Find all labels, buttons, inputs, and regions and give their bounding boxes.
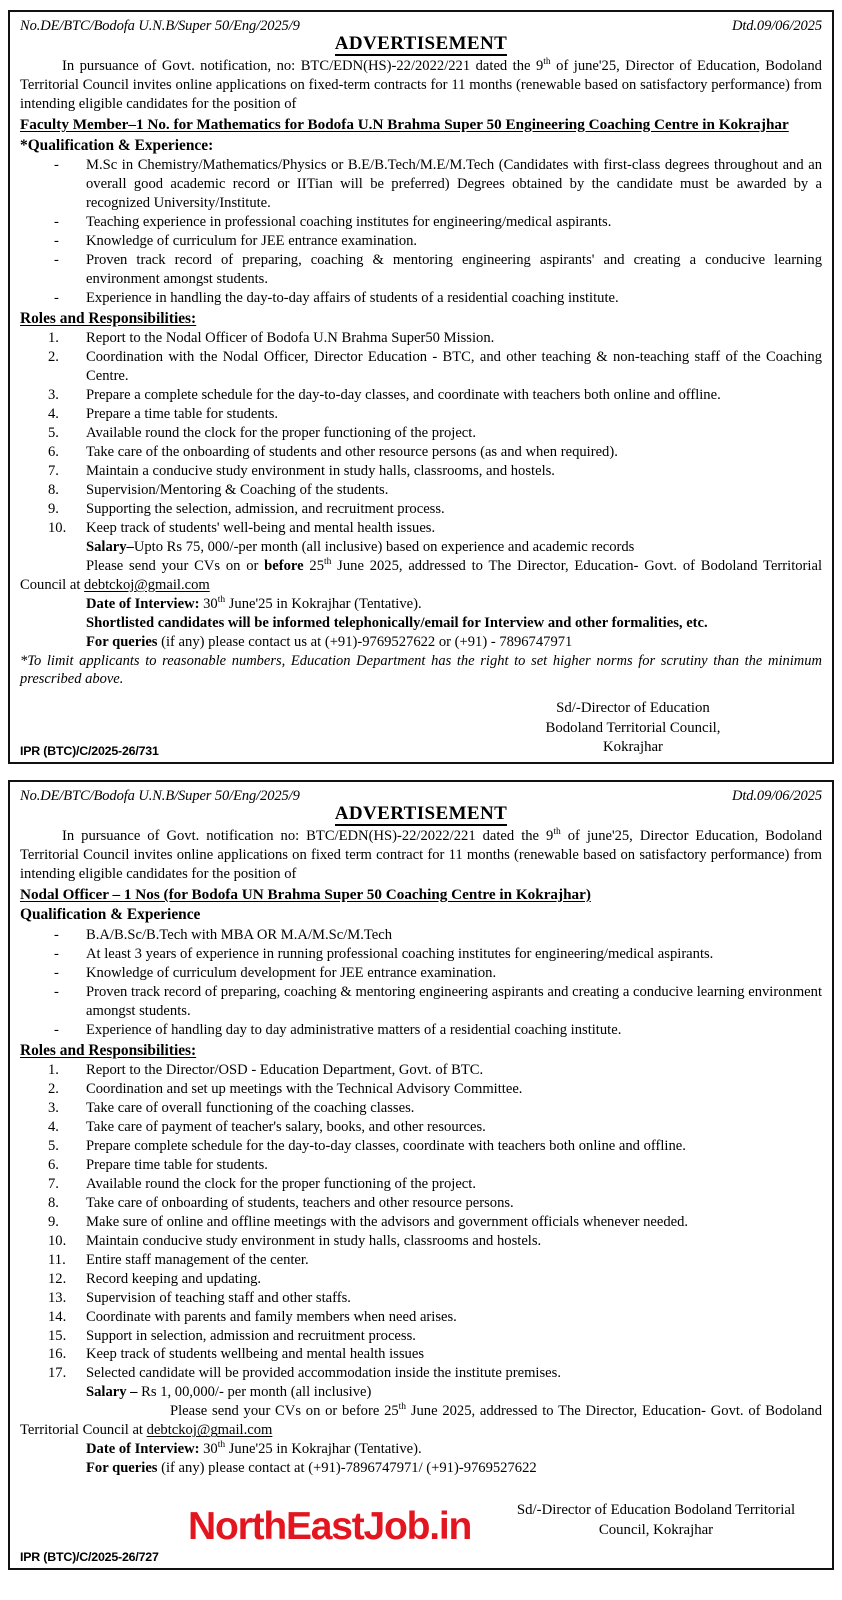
reference-date-1: Dtd.09/06/2025 bbox=[731, 18, 822, 34]
ipr-code-2: IPR (BTC)/C/2025-26/727 bbox=[20, 1549, 159, 1564]
qualification-heading-2: Qualification & Experience bbox=[20, 906, 201, 924]
queries-line-1 bbox=[20, 633, 822, 652]
list-item: - Experience of handling day to day administrative matters of a residential coaching institute. bbox=[20, 1021, 822, 1040]
reference-number-2: No.DE/BTC/Bodofa U.N.B/Super 50/Eng/2025/9 bbox=[20, 787, 300, 804]
list-item: Prepare complete schedule for the day-to-day classes, coordinate with teachers both online and offline. bbox=[86, 1137, 686, 1154]
list-item: Prepare a time table for students. bbox=[86, 405, 279, 422]
qualification-heading-1: *Qualification & Experience: bbox=[20, 136, 214, 154]
ordinal-suffix: th bbox=[324, 556, 332, 567]
cv-pre-text: Please send your CVs on or before 25 bbox=[170, 1403, 399, 1420]
ordinal-suffix: th bbox=[217, 594, 226, 605]
list-item: Keep track of students wellbeing and mental health issues bbox=[86, 1346, 424, 1363]
list-item: Take care of payment of teacher's salary, books, and other resources. bbox=[86, 1118, 486, 1135]
salary-label: Salary – bbox=[86, 1384, 138, 1401]
advertisement-heading-1: ADVERTISEMENT bbox=[334, 33, 508, 54]
interview-day: 30 bbox=[199, 1441, 218, 1458]
list-item: Supervision of teaching staff and other staffs. bbox=[86, 1289, 351, 1306]
list-item: Available round the clock for the proper functioning of the project. bbox=[86, 1175, 476, 1192]
cv-submission-line-1 bbox=[20, 557, 822, 595]
advertisement-box-2 bbox=[8, 780, 834, 1570]
list-item: Make sure of online and offline meetings with the advisors and government officials whenever needed. bbox=[86, 1213, 689, 1230]
salary-label: Salary– bbox=[86, 538, 134, 555]
roles-list-2 bbox=[20, 1061, 822, 1383]
cv-pre-text: Please send your CVs on or bbox=[86, 557, 265, 574]
list-item: Record keeping and updating. bbox=[86, 1270, 262, 1287]
shortlisted-note-1 bbox=[20, 614, 822, 633]
cv-date: 25 bbox=[303, 557, 324, 574]
roles-heading-1: Roles and Responsibilities: bbox=[20, 309, 197, 327]
interview-date-line-1 bbox=[20, 595, 822, 614]
list-item: Take care of onboarding of students, teachers and other resource persons. bbox=[86, 1194, 514, 1211]
list-item: - Proven track record of preparing, coaching & mentoring engineering aspirants and creating a conducive learning environment amongst students. bbox=[20, 983, 822, 1021]
list-item: Take care of overall functioning of the coaching classes. bbox=[86, 1099, 415, 1116]
roles-list-1 bbox=[20, 329, 822, 538]
position-title-2: Nodal Officer – 1 Nos (for Bodofa UN Brahma Super 50 Coaching Centre in Kokrajhar) bbox=[20, 885, 591, 903]
roles-heading-2: Roles and Responsibilities: bbox=[20, 1041, 197, 1059]
signature-line-3: Kokrajhar bbox=[603, 739, 663, 756]
advertisement-box-1 bbox=[8, 10, 834, 764]
signature-block-2 bbox=[506, 1501, 806, 1540]
list-item: - Experience in handling the day-to-day affairs of students of a residential coaching institute. bbox=[20, 289, 822, 308]
list-item: - Proven track record of preparing, coaching & mentoring engineering aspirants' and creating a conducive learning environment amongst students. bbox=[20, 251, 822, 289]
queries-line-2 bbox=[20, 1459, 822, 1478]
cv-before-label: before bbox=[264, 557, 304, 574]
list-item: Available round the clock for the proper functioning of the project. bbox=[86, 424, 476, 441]
footer-area-2 bbox=[20, 1482, 822, 1549]
interview-detail: June'25 in Kokrajhar (Tentative). bbox=[225, 595, 422, 612]
ipr-code-1: IPR (BTC)/C/2025-26/731 bbox=[20, 743, 159, 758]
ordinal-suffix: th bbox=[553, 826, 561, 837]
list-item: - Knowledge of curriculum for JEE entrance examination. bbox=[20, 232, 822, 251]
interview-day: 30 bbox=[199, 595, 218, 612]
email-link[interactable]: debtckoj@gmail.com bbox=[84, 576, 210, 593]
list-item: - B.A/B.Sc/B.Tech with MBA OR M.A/M.Sc/M.Tech bbox=[20, 926, 822, 945]
northeastjob-watermark: NorthEastJob.in bbox=[188, 1505, 472, 1549]
shortlisted-text: Shortlisted candidates will be informed telephonically/email for Interview and other formalities, etc. bbox=[86, 614, 708, 631]
signature-line-1: Sd/-Director of Education bbox=[556, 700, 710, 717]
signature-line-2: Bodoland Territorial Council, Kokrajhar bbox=[598, 1502, 796, 1538]
interview-label: Date of Interview: bbox=[86, 595, 200, 612]
signature-block-1 bbox=[468, 699, 798, 758]
list-item: Report to the Nodal Officer of Bodofa U.N Brahma Super50 Mission. bbox=[86, 330, 495, 347]
list-item: Supporting the selection, admission, and recruitment process. bbox=[86, 500, 445, 517]
reference-number-1: No.DE/BTC/Bodofa U.N.B/Super 50/Eng/2025/9 bbox=[20, 18, 300, 34]
salary-line-2 bbox=[20, 1383, 822, 1402]
ordinal-suffix: th bbox=[543, 57, 551, 68]
list-item: Maintain a conducive study environment in study halls, classrooms, and hostels. bbox=[86, 462, 555, 479]
list-item: Take care of the onboarding of students and other resource persons (as and when required). bbox=[86, 443, 618, 460]
list-item: Selected candidate will be provided accommodation inside the institute premises. bbox=[86, 1365, 561, 1382]
list-item: Maintain conducive study environment in study halls, classrooms and hostels. bbox=[86, 1232, 542, 1249]
list-item: - At least 3 years of experience in running professional coaching institutes for engineering/medical aspirants. bbox=[20, 945, 822, 964]
advertisement-heading-2: ADVERTISEMENT bbox=[334, 802, 508, 824]
salary-value: Upto Rs 75, 000/-per month (all inclusive) based on experience and academic records bbox=[133, 538, 635, 555]
position-title-1: Faculty Member–1 No. for Mathematics for Bodofa U.N Brahma Super 50 Engineering Coaching Centre in Kokrajhar bbox=[20, 115, 789, 133]
email-link[interactable]: debtckoj@gmail.com bbox=[146, 1422, 273, 1439]
list-item: Prepare time table for students. bbox=[86, 1156, 268, 1173]
list-item: Keep track of students' well-being and mental health issues. bbox=[86, 519, 436, 536]
salary-line-1 bbox=[20, 538, 822, 557]
list-item: Coordination with the Nodal Officer, Director Education - BTC, and other teaching & non-teaching staff of the Coaching Centre. bbox=[86, 349, 822, 384]
queries-label: For queries bbox=[86, 1460, 158, 1477]
queries-label: For queries bbox=[86, 633, 158, 650]
list-item: Coordination and set up meetings with the Technical Advisory Committee. bbox=[86, 1080, 523, 1097]
salary-value: Rs 1, 00,000/- per month (all inclusive) bbox=[137, 1384, 372, 1401]
interview-label: Date of Interview: bbox=[86, 1441, 200, 1458]
queries-value: (if any) please contact us at (+91)-9769527622 or (+91) - 7896747971 bbox=[157, 633, 573, 650]
scrutiny-note-1: *To limit applicants to reasonable numbers, Education Department has the right to set higher norms for scrutiny than the minimum prescribed above. bbox=[20, 652, 822, 688]
qualification-list-2 bbox=[20, 926, 822, 1040]
intro-paragraph-1: In pursuance of Govt. notification, no: BTC/EDN(HS)-22/2022/221 dated the 9th of june'25, Director of Education, Bodoland Territorial Council invites online applications on fixed-term contracts for 11 months (renewable based on satisfactory performance) from intending eligible candidates for the position of bbox=[20, 57, 822, 112]
list-item: Report to the Director/OSD - Education Department, Govt. of BTC. bbox=[86, 1061, 484, 1078]
list-item: - Knowledge of curriculum development for JEE entrance examination. bbox=[20, 964, 822, 983]
intro-paragraph-2: In pursuance of Govt. notification no: BTC/EDN(HS)-22/2022/221 dated the 9th of june'25, Director Education, Bodoland Territorial Council invites online applications on fixed term contract for 11 months (renewable based on satisfactory performance) from intending eligible candidates for the position of bbox=[20, 826, 822, 882]
interview-detail: June'25 in Kokrajhar (Tentative). bbox=[225, 1441, 422, 1458]
cv-post-text: June 2025, addressed to The Director, Education- Govt. of Bodoland Territorial Council at bbox=[20, 557, 822, 593]
reference-date-2: Dtd.09/06/2025 bbox=[731, 787, 822, 804]
list-item: Entire staff management of the center. bbox=[86, 1251, 309, 1268]
cv-submission-line-2 bbox=[20, 1402, 822, 1440]
signature-line-2: Bodoland Territorial Council, bbox=[545, 719, 721, 736]
list-item: - Teaching experience in professional coaching institutes for engineering/medical aspirants. bbox=[20, 213, 822, 232]
list-item: Prepare a complete schedule for the day-to-day classes, and coordinate with teachers both online and offline. bbox=[86, 386, 721, 403]
ordinal-suffix: th bbox=[398, 1402, 407, 1413]
ordinal-suffix: th bbox=[217, 1440, 226, 1451]
list-item: - M.Sc in Chemistry/Mathematics/Physics or B.E/B.Tech/M.E/M.Tech (Candidates with first-class degrees throughout and an overall good academic record or IITian will be preferred) Degrees obtained by the candidate must be awarded by a recognized University/Institute. bbox=[20, 156, 822, 213]
queries-value: (if any) please contact at (+91)-7896747971/ (+91)-9769527622 bbox=[157, 1460, 537, 1477]
list-item: Coordinate with parents and family members when need arises. bbox=[86, 1308, 457, 1325]
cv-post-text: June 2025, addressed to The Director, Education- Govt. of Bodoland Territorial Council at bbox=[20, 1403, 823, 1439]
list-item: Support in selection, admission and recruitment process. bbox=[86, 1327, 416, 1344]
interview-date-line-2 bbox=[20, 1440, 822, 1459]
qualification-list-1 bbox=[20, 156, 822, 308]
signature-line-1: Sd/-Director of Education bbox=[516, 1502, 671, 1519]
list-item: Supervision/Mentoring & Coaching of the students. bbox=[86, 481, 389, 498]
